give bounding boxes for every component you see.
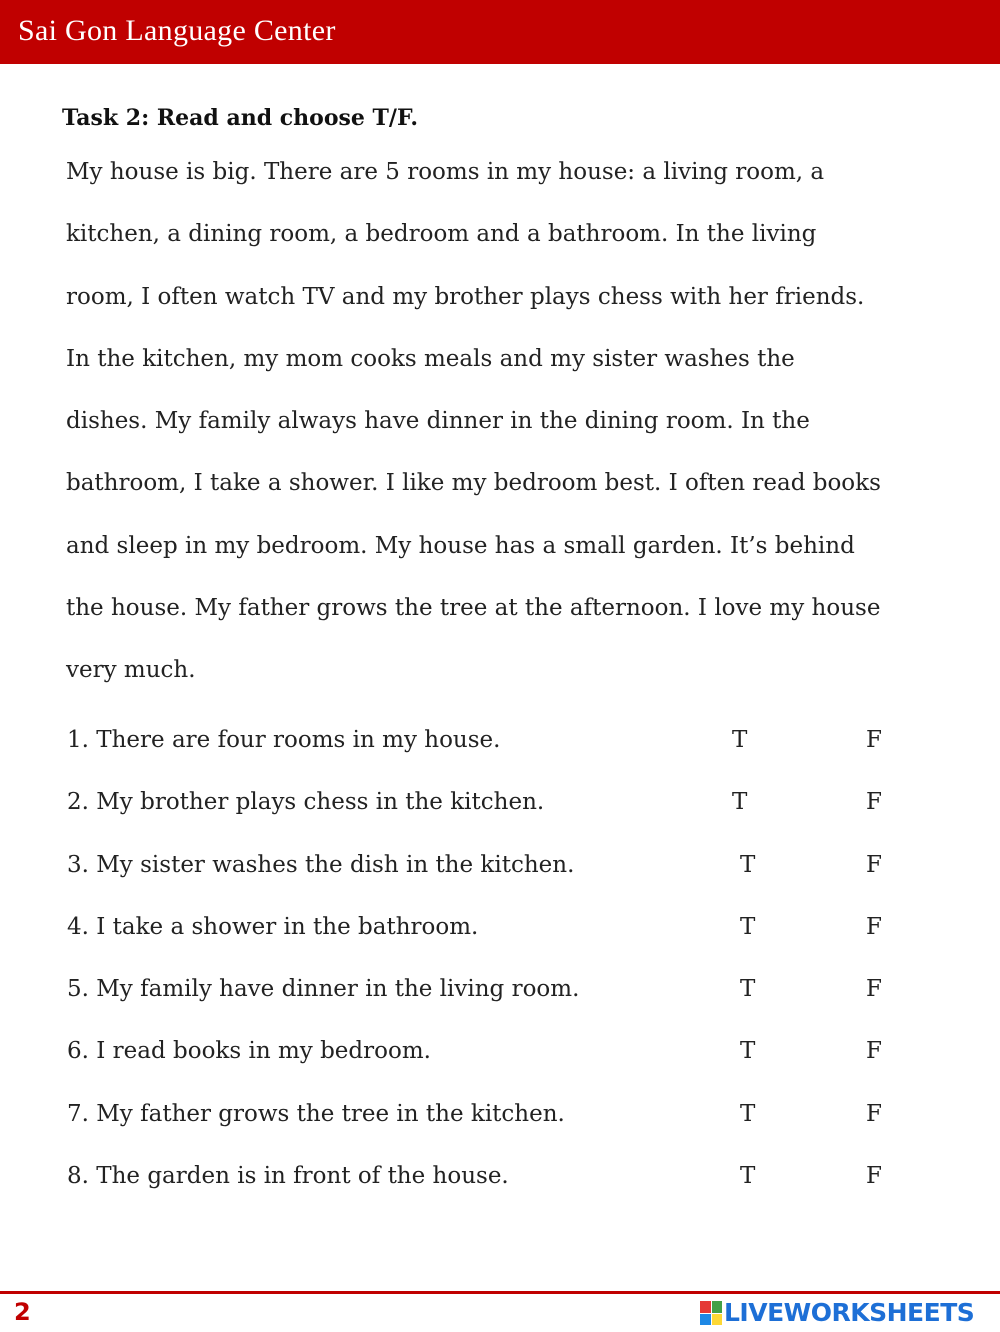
- question-text: 4. I take a shower in the bathroom.: [67, 913, 479, 940]
- question-row: [67, 896, 947, 958]
- question-text: 3. My sister washes the dish in the kitchen.: [67, 851, 575, 878]
- question-row: [67, 1020, 947, 1082]
- false-option[interactable]: F: [866, 1100, 882, 1127]
- true-option[interactable]: T: [740, 1038, 756, 1065]
- question-row: [67, 834, 947, 896]
- passage-line: and sleep in my bedroom. My house has a small garden. It’s behind: [66, 532, 855, 559]
- question-text: 5. My family have dinner in the living room.: [67, 976, 580, 1003]
- question-text: 1. There are four rooms in my house.: [67, 727, 501, 753]
- passage-line: kitchen, a dining room, a bedroom and a bathroom. In the living: [66, 221, 817, 248]
- true-option[interactable]: T: [740, 976, 756, 1003]
- false-option[interactable]: F: [866, 727, 882, 753]
- true-option[interactable]: T: [740, 1100, 756, 1127]
- passage-line: very much.: [66, 657, 196, 684]
- liveworksheets-wordmark: LIVEWORKSHEETS: [724, 1298, 975, 1327]
- footer-divider: [0, 1291, 1000, 1294]
- question-row: [67, 771, 947, 833]
- true-option[interactable]: T: [740, 913, 756, 940]
- false-option[interactable]: F: [866, 789, 882, 816]
- question-row: [67, 1145, 947, 1207]
- passage-line: bathroom, I take a shower. I like my bedroom best. I often read books: [66, 470, 881, 497]
- task-title: Task 2: Read and choose T/F.: [62, 105, 419, 131]
- question-row: [67, 1083, 947, 1145]
- passage-line: In the kitchen, my mom cooks meals and my sister washes the: [66, 345, 795, 372]
- question-list: [67, 709, 947, 1207]
- false-option[interactable]: F: [866, 913, 882, 940]
- false-option[interactable]: F: [866, 1163, 882, 1190]
- true-option[interactable]: T: [740, 851, 756, 878]
- false-option[interactable]: F: [866, 1038, 882, 1065]
- header-bar: [0, 0, 1000, 64]
- question-text: 8. The garden is in front of the house.: [67, 1163, 509, 1190]
- question-text: 6. I read books in my bedroom.: [67, 1038, 431, 1065]
- passage-line: the house. My father grows the tree at the afternoon. I love my house: [66, 595, 881, 622]
- true-option[interactable]: T: [740, 1163, 756, 1190]
- passage-line: room, I often watch TV and my brother plays chess with her friends.: [66, 283, 865, 310]
- passage-line: dishes. My family always have dinner in the dining room. In the: [66, 408, 810, 435]
- liveworksheets-blocks-icon: [700, 1301, 722, 1325]
- false-option[interactable]: F: [866, 976, 882, 1003]
- false-option[interactable]: F: [866, 851, 882, 878]
- reading-passage: [66, 141, 966, 702]
- question-row: [67, 709, 947, 771]
- question-row: [67, 958, 947, 1020]
- question-text: 7. My father grows the tree in the kitchen.: [67, 1100, 565, 1127]
- true-option[interactable]: T: [732, 727, 748, 753]
- passage-line: My house is big. There are 5 rooms in my house: a living room, a: [66, 159, 825, 185]
- header-title: Sai Gon Language Center: [18, 14, 336, 47]
- page-number: 2: [14, 1298, 31, 1326]
- true-option[interactable]: T: [732, 789, 748, 816]
- question-text: 2. My brother plays chess in the kitchen.: [67, 789, 545, 816]
